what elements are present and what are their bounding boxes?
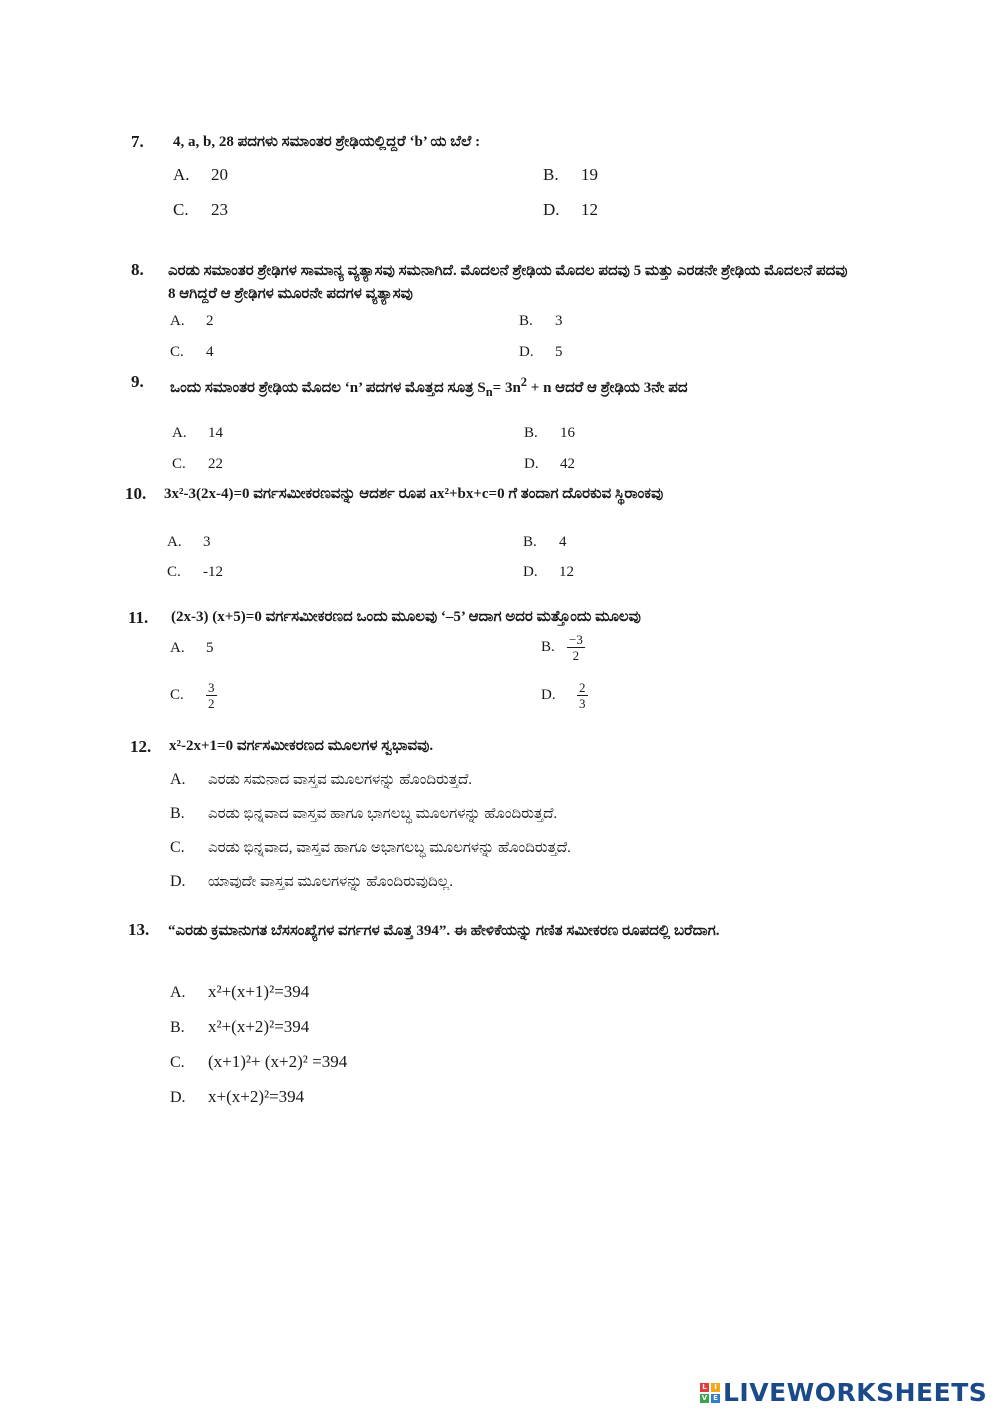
question-text: “ಎರಡು ಕ್ರಮಾನುಗತ ಬೆಸಸಂಖ್ಯೆಗಳ ವರ್ಗಗಳ ಮೊತ್ತ 394”. ಈ ಹೇಳಿಕೆಯನ್ನು ಗಣಿತ ಸಮೀಕರಣ ರೂಪದಲ್ಲಿ ಬರೆದಾಗ. (168, 923, 720, 939)
option-value: -12 (203, 564, 223, 580)
question-number: 7. (131, 132, 144, 151)
option[interactable] (172, 425, 223, 442)
option-value: 4 (559, 534, 567, 550)
option-label: C. (170, 839, 185, 856)
logo-icon: L I V E (700, 1383, 720, 1403)
option-label: D. (543, 200, 560, 219)
option-label: D. (523, 564, 538, 580)
option-label: A. (170, 640, 185, 656)
question-number: 10. (125, 484, 147, 503)
option[interactable] (543, 200, 598, 220)
option[interactable] (541, 632, 585, 663)
option-label: A. (173, 165, 190, 184)
option-value: 12 (581, 200, 598, 219)
option-value: 5 (555, 344, 563, 360)
option-value: (x+1)²+ (x+2)² =394 (208, 1052, 348, 1071)
option[interactable] (170, 680, 217, 711)
option[interactable] (172, 456, 223, 473)
option-value: 22 (208, 456, 223, 472)
option-label: B. (541, 638, 555, 655)
option-fraction: $\frac{3}{2}$ (208, 680, 215, 711)
option-label: D. (519, 344, 534, 360)
option-value: 3 (555, 313, 563, 329)
option-label: D. (524, 456, 539, 472)
option-value: 3 (203, 534, 211, 550)
option-label: C. (173, 200, 189, 219)
question-text: (2x-3) (x+5)=0 ವರ್ಗಸಮೀಕರಣದ ಒಂದು ಮೂಲವು ‘–5’ ಆದಾಗ ಅದರ ಮತ್ತೊಂದು ಮೂಲವು (171, 609, 641, 625)
option[interactable] (170, 982, 309, 1002)
option-value: 12 (559, 564, 574, 580)
option-value: ಎರಡು ಭಿನ್ನವಾದ, ವಾಸ್ತವ ಹಾಗೂ ಅಭಾಗಲಬ್ಧ ಮೂಲಗಳನ್ನು ಹೊಂದಿರುತ್ತದೆ. (208, 840, 571, 856)
option-label: C. (172, 456, 186, 472)
option-label: A. (170, 984, 186, 1001)
option[interactable] (523, 534, 567, 551)
option-label: A. (170, 313, 185, 329)
liveworksheets-logo (700, 1378, 987, 1407)
question-number: 11. (128, 608, 149, 627)
question-number: 9. (131, 372, 144, 391)
option[interactable] (170, 1087, 304, 1107)
option-label: B. (170, 805, 185, 822)
question-number: 12. (130, 737, 152, 756)
option-label: A. (167, 534, 182, 550)
option[interactable] (170, 1017, 309, 1037)
option-label: D. (541, 686, 556, 703)
question-text: ಎರಡು ಸಮಾಂತರ ಶ್ರೇಢಿಗಳ ಸಾಮಾನ್ಯ ವ್ಯತ್ಯಾಸವು ಸಮನಾಗಿದೆ. ಮೊದಲನೆ ಶ್ರೇಢಿಯ ಮೊದಲ ಪದವು 5 ಮತ್ತು ಎರಡನೇ ಶ್ರೇಢಿಯ ಮೊದಲನೆ ಪದವು 8 ಆಗಿದ್ದರೆ ಆ ಶ್ರೇಢಿಗಳ ಮೂರನೇ ಪದಗಳ ವ್ಯತ್ಯಾಸವು (168, 263, 848, 302)
question-text: 3x²-3(2x-4)=0 ವರ್ಗಸಮೀಕರಣವನ್ನು ಆದರ್ಶ ರೂಪ ax²+bx+c=0 ಗೆ ತಂದಾಗ ದೊರಕುವ ಸ್ಥಿರಾಂಕವು (164, 486, 664, 502)
option-value: 16 (560, 425, 575, 441)
option-value: 5 (206, 640, 214, 656)
option-value: 4 (206, 344, 214, 360)
option-value: ಎರಡು ಸಮನಾದ ವಾಸ್ತವ ಮೂಲಗಳನ್ನು ಹೊಂದಿರುತ್ತದೆ. (208, 772, 473, 788)
option-label: C. (170, 1054, 185, 1071)
option-label: D. (170, 873, 186, 890)
option-label: A. (170, 771, 186, 788)
option[interactable] (170, 805, 557, 823)
option-label: B. (170, 1019, 185, 1036)
option[interactable] (519, 313, 563, 330)
option-label: B. (543, 165, 559, 184)
option-value: x²+(x+2)²=394 (208, 1017, 310, 1036)
option[interactable] (170, 344, 214, 361)
option-label: C. (170, 686, 184, 703)
question-number: 8. (131, 260, 144, 279)
option-label: B. (519, 313, 533, 329)
option-value: 2 (206, 313, 214, 329)
option-label: D. (170, 1089, 186, 1106)
option[interactable] (170, 640, 214, 657)
option[interactable] (170, 313, 214, 330)
option-fraction: $\frac{2}{3}$ (579, 680, 586, 711)
option[interactable] (543, 165, 598, 185)
option[interactable] (524, 425, 575, 442)
option-fraction: $\frac{-3}{2}$ (569, 632, 583, 663)
question-text: x²-2x+1=0 ವರ್ಗಸಮೀಕರಣದ ಮೂಲಗಳ ಸ್ವಭಾವವು. (169, 738, 434, 754)
option-label: C. (167, 564, 181, 580)
option[interactable] (541, 680, 588, 711)
option-value: ಎರಡು ಭಿನ್ನವಾದ ವಾಸ್ತವ ಹಾಗೂ ಭಾಗಲಬ್ಧ ಮೂಲಗಳನ್ನು ಹೊಂದಿರುತ್ತದೆ. (208, 806, 558, 822)
option-value: 42 (560, 456, 575, 472)
option-value: 23 (211, 200, 228, 219)
logo-wordmark: LIVEWORKSHEETS (723, 1378, 988, 1407)
option-value: ಯಾವುದೇ ವಾಸ್ತವ ಮೂಲಗಳನ್ನು ಹೊಂದಿರುವುದಿಲ್ಲ. (208, 874, 453, 890)
option-value: x+(x+2)²=394 (208, 1087, 305, 1106)
option-label: C. (170, 344, 184, 360)
option-label: B. (523, 534, 537, 550)
option[interactable] (167, 564, 223, 581)
option[interactable] (170, 839, 571, 857)
question-text: 4, a, b, 28 ಪದಗಳು ಸಮಾಂತರ ಶ್ರೇಢಿಯಲ್ಲಿದ್ದರೆ ‘b’ ಯ ಬೆಲೆ : (173, 134, 481, 150)
option[interactable] (173, 165, 228, 185)
option[interactable] (523, 564, 574, 581)
option-value: 19 (581, 165, 598, 184)
option[interactable] (524, 456, 575, 473)
option-value: 14 (208, 425, 223, 441)
option-label: A. (172, 425, 187, 441)
question-text: ಒಂದು ಸಮಾಂತರ ಶ್ರೇಢಿಯ ಮೊದಲ ‘n’ ಪದಗಳ ಮೊತ್ತದ ಸೂತ್ರ $S_n= 3n^2 + n$ ಆದರೆ ಆ ಶ್ರೇಢಿಯ 3ನೇ ಪದ (170, 375, 688, 399)
option[interactable] (170, 873, 453, 891)
option[interactable] (170, 1052, 347, 1072)
option-value: 20 (211, 165, 228, 184)
option[interactable] (519, 344, 563, 361)
option-label: B. (524, 425, 538, 441)
option[interactable] (173, 200, 228, 220)
option-value: x²+(x+1)²=394 (208, 982, 310, 1001)
question-number: 13. (128, 920, 150, 939)
option[interactable] (167, 534, 211, 551)
option[interactable] (170, 771, 472, 789)
